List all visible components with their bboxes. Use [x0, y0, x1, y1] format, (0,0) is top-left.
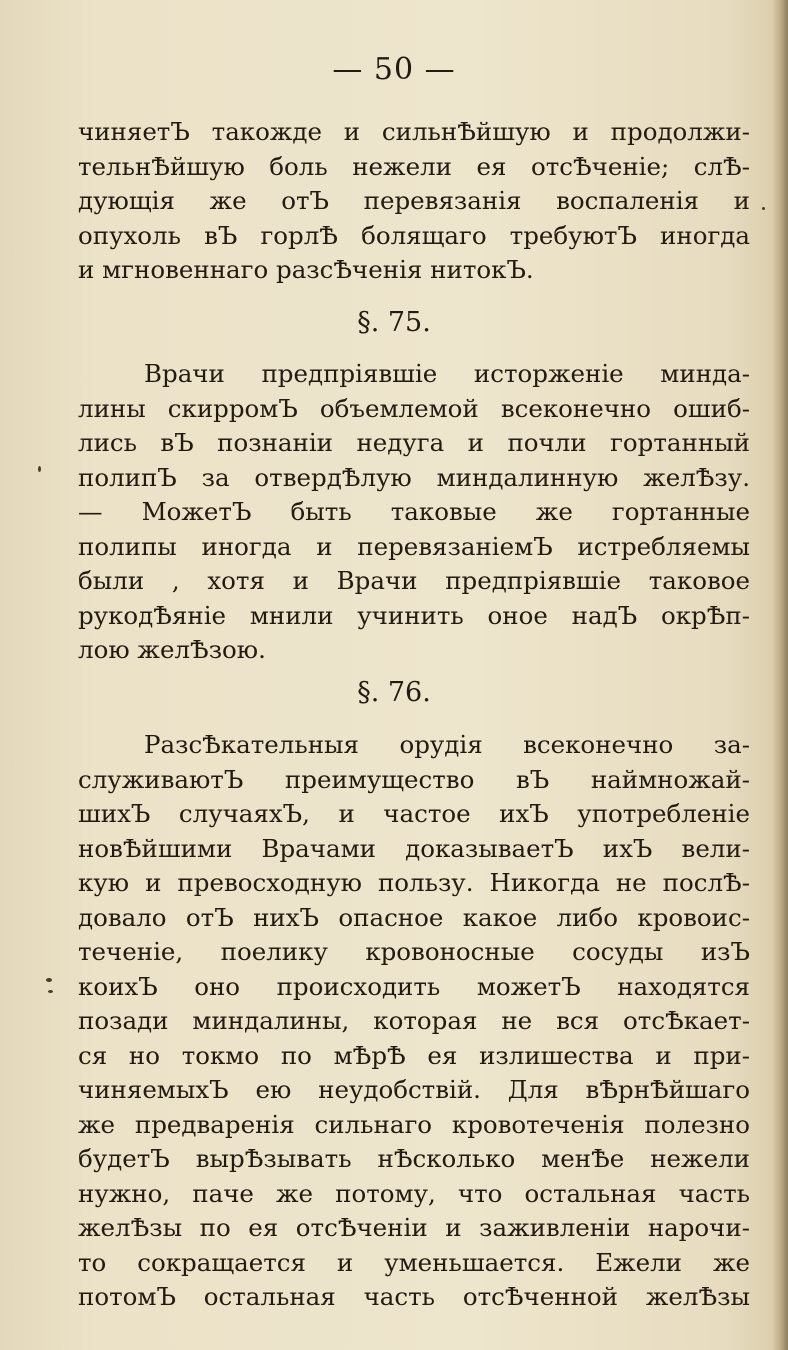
- paragraph-continuation: [78, 115, 750, 288]
- section-75-text: [78, 357, 750, 668]
- text-line: чиняетЪ такожде и сильнѢйшую и продолжи-: [78, 117, 750, 146]
- section-76-text: [78, 728, 750, 1315]
- text-line: довало отЪ нихЪ опасное какое либо кровоис-: [78, 902, 750, 932]
- text-line: полипы иногда и перевязаніемЪ истребляемы: [78, 531, 750, 561]
- text-line: — МожетЪ быть таковые же гортанные: [78, 497, 750, 526]
- text-line: желѢзы по ея отсѢченіи и заживленіи нарочи-: [78, 1213, 750, 1242]
- text-line: лись вЪ познаніи недуга и почли гортанный: [78, 428, 750, 457]
- text-line: служиваютЪ преимущество вЪ наймножай-: [78, 764, 750, 794]
- text-line: потомЪ остальная часть отсѢченной желѢзы: [78, 1282, 750, 1311]
- text-line: позади миндалины, которая не вся отсѢкает-: [78, 1006, 750, 1035]
- text-line: коихЪ оно происходить можетЪ находятся: [78, 971, 750, 1001]
- text-line: ся но токмо по мѢрѢ ея излишества и при-: [78, 1040, 750, 1070]
- text-line: кую и превосходную пользу. Никогда не послѢ-: [78, 868, 750, 897]
- text-line: опухоль вЪ горлѢ болящаго требуютЪ иногда: [78, 220, 750, 250]
- text-line: были , хотя и Врачи предпріявшіе таковое: [78, 566, 750, 595]
- text-line: теченіе, поелику кровоносные сосуды изЪ: [78, 937, 750, 966]
- text-line: чиняемыхЪ ею неудобствій. Для вѢрнѢйшаго: [78, 1075, 750, 1104]
- text-line: РазсѢкательныя орудія всеконечно за-: [144, 730, 750, 759]
- text-line: будетЪ вырѢзывать нѢсколько менѢе нежели: [78, 1144, 750, 1173]
- text-line: тельнѢйшую боль нежели ея отсѢченіе; слѢ-: [78, 151, 750, 181]
- text-line: новѢйшими Врачами доказываетЪ ихЪ вели-: [78, 833, 750, 863]
- section-heading-76: §. 76.: [357, 677, 431, 708]
- ink-speck: [48, 990, 53, 993]
- ink-speck: [46, 978, 52, 982]
- ink-speck: [38, 466, 41, 472]
- section-heading-75: §. 75.: [357, 307, 431, 338]
- text-line: же предваренія сильнаго кровотеченія полезно: [78, 1109, 750, 1139]
- text-line: нужно, паче же потому, что остальная часть: [78, 1178, 750, 1208]
- text-line: лины скирромЪ объемлемой всеконечно ошиб-: [78, 393, 750, 423]
- text-line: полипЪ за отвердѢлую миндалинную желѢзу.: [78, 462, 750, 492]
- text-line: шихЪ случаяхЪ, и частое ихЪ употребленіе: [78, 799, 750, 828]
- text-line: лою желѢзою.: [78, 635, 266, 664]
- text-line: дующія же отЪ перевязанія воспаленія и: [78, 186, 750, 215]
- page-edge-shadow: [772, 0, 788, 1350]
- ink-speck: [762, 207, 765, 210]
- text-line: Врачи предпріявшіе исторженіе минда-: [144, 359, 750, 388]
- text-line: рукодѢяніе мнили учинить оное надЪ окрѢп-: [78, 600, 750, 630]
- text-line: то сокращается и уменьшается. Ежели же: [78, 1247, 750, 1277]
- text-line: и мгновеннаго разсѢченія нитокЪ.: [78, 255, 534, 284]
- page-number: — 50 —: [332, 52, 456, 87]
